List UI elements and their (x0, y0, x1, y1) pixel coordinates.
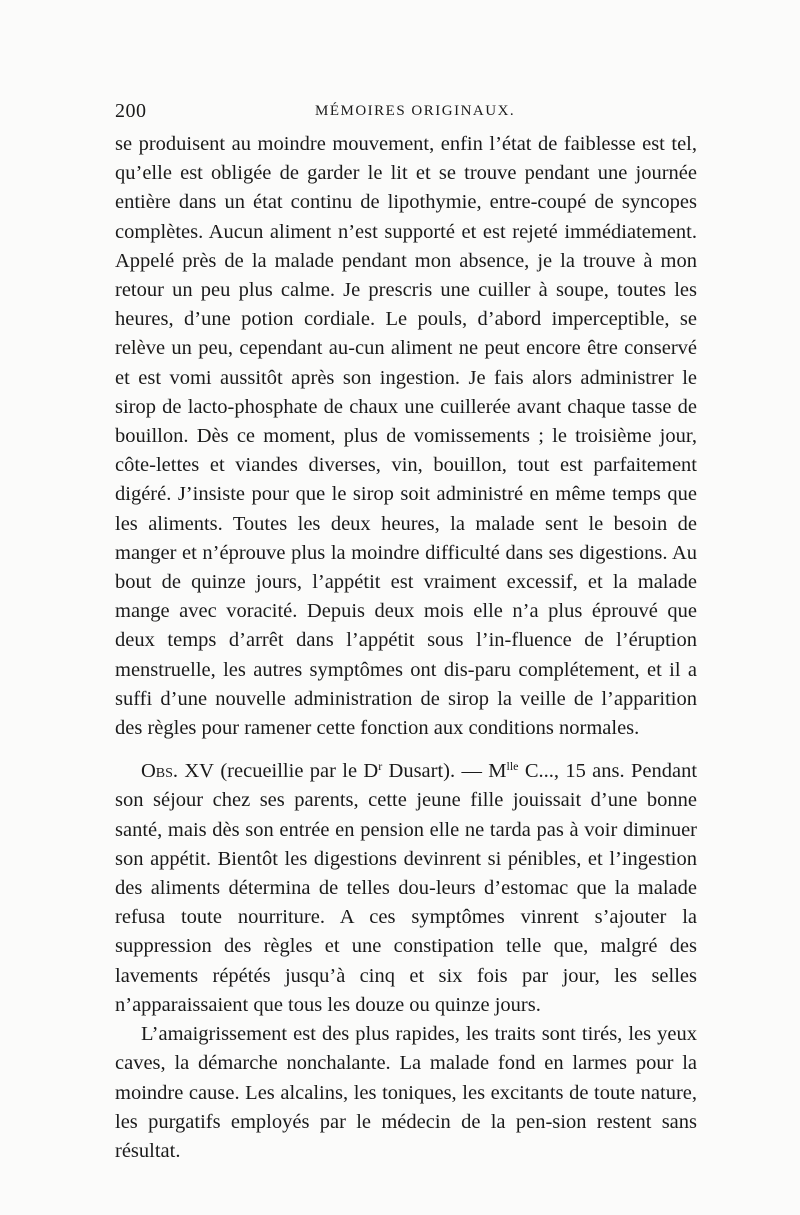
observation-label: Obs. XV (141, 760, 214, 783)
paragraph-continuation: se produisent au moindre mouvement, enfin l’état de faiblesse est tel, qu’elle est obligée de garder le lit et se trouve pendant une journée entière dans un état continu de lipothymie, entre-coupé de syncopes complètes. Aucun aliment n’est supporté et est rejeté immédiatement. Appelé près de la malade pendant mon absence, je la trouve à mon retour un peu plus calme. Je prescris une cuiller à soupe, toutes les heures, d’une potion cordiale. Le pouls, d’abord imperceptible, se relève un peu, cependant au-cun aliment ne peut encore être conservé et est vomi aussitôt après son ingestion. Je fais alors administrer le sirop de lacto-phosphate de chaux une cuillerée avant chaque tasse de bouillon. Dès ce moment, plus de vomissements ; le troisième jour, côte-lettes et viandes diverses, vin, bouillon, tout est parfaitement digéré. J’insiste pour que le sirop soit administré en même temps que les aliments. Toutes les deux heures, la malade sent le besoin de manger et n’éprouve plus la moindre difficulté dans ses digestions. Au bout de quinze jours, l’appétit est vraiment excessif, et la malade mange avec voracité. Depuis deux mois elle n’a plus éprouvé que deux temps d’arrêt dans l’appétit sous l’in-fluence de l’éruption menstruelle, les autres symptômes ont dis-paru complétement, et il a suffi d’une nouvelle administration de sirop la veille de l’apparition des règles pour ramener cette fonction aux conditions normales. (115, 133, 697, 740)
observation-paragraph (115, 757, 697, 1020)
observation-body: Pendant son séjour chez ses parents, cette jeune fille jouissait d’une bonne santé, mais dès son entrée en pension elle ne tarda pas à voir diminuer son appétit. Bientôt les digestions devinrent si pénibles, et l’ingestion des aliments détermina de telles dou-leurs d’estomac que la malade refusa toute nourriture. A ces symptômes vinrent s’ajouter la suppression des règles et une constipation telle que, malgré des lavements répétés jusqu’à cinq et six fois par jour, les selles n’apparaissaient que tous les douze ou quinze jours. (115, 760, 698, 1016)
doctor-abbrev-sup: r (378, 759, 383, 774)
paragraph-emaciation: L’amaigrissement est des plus rapides, les traits sont tirés, les yeux caves, la démarche nonchalante. La malade fond en larmes pour la moindre cause. Les alcalins, les toniques, les excitants de toute nature, les purgatifs employés par le médecin de la pen-sion restent sans résultat. (115, 1023, 697, 1162)
patient-info: C..., 15 ans. (518, 760, 625, 783)
body-text (115, 130, 697, 1166)
mademoiselle-sup: lle (506, 759, 519, 774)
recorder-text: (recueillie par le D (220, 760, 379, 783)
journal-title: MÉMOIRES ORIGINAUX. (315, 103, 516, 119)
running-head (115, 100, 695, 124)
page-number: 200 (115, 100, 147, 122)
recorder-name: Dusart). — M (382, 760, 507, 783)
